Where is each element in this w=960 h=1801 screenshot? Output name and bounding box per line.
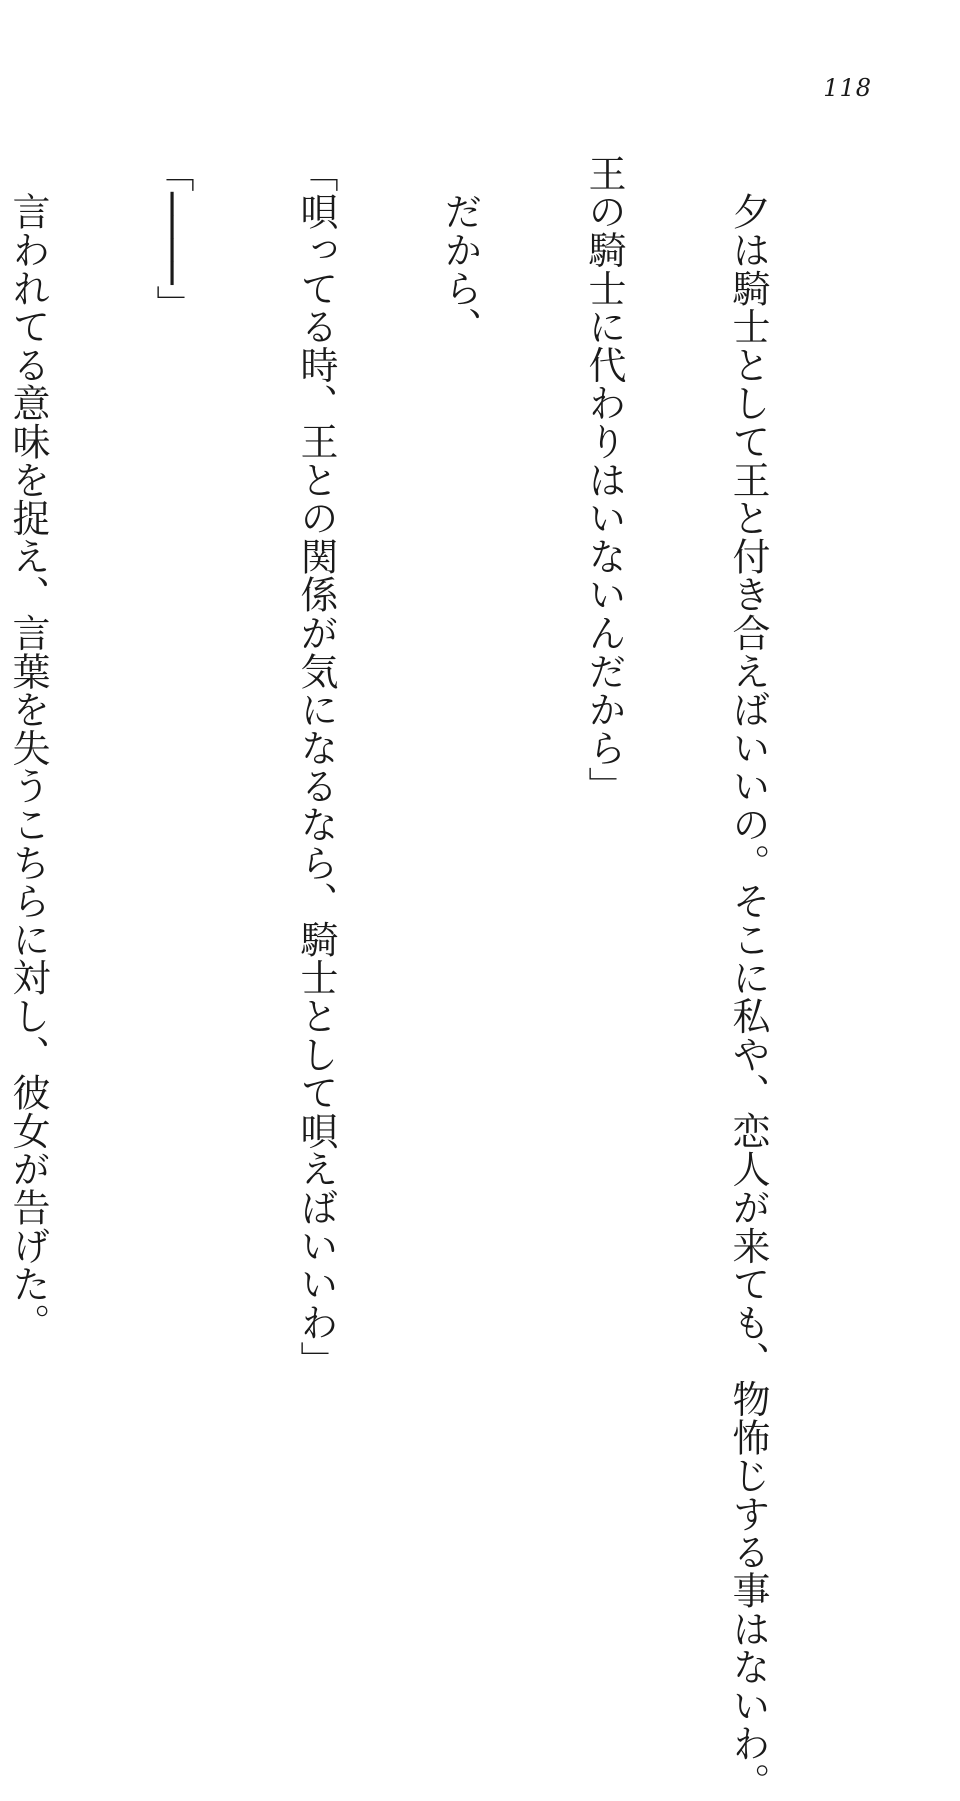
text-line: 「唄ってる時、王との関係が気になるなら、騎士として唄えばいいわ」 xyxy=(294,154,338,1380)
text-line: 王の騎士に代わりはいないんだから」 xyxy=(582,154,626,806)
vertical-text-body xyxy=(0,154,868,1801)
text-line: 夕は騎士として王と付き合えばいいの。そこに私や、恋人が来ても、物怖じする事はないわ。 xyxy=(726,154,770,1801)
text-line: 「────」 xyxy=(150,154,194,324)
text-line: だから、 xyxy=(438,154,482,346)
page-number: 118 xyxy=(823,74,872,102)
text-line: 言われてる意味を捉え、言葉を失うこちらに対し、彼女が告げた。 xyxy=(6,154,50,1342)
